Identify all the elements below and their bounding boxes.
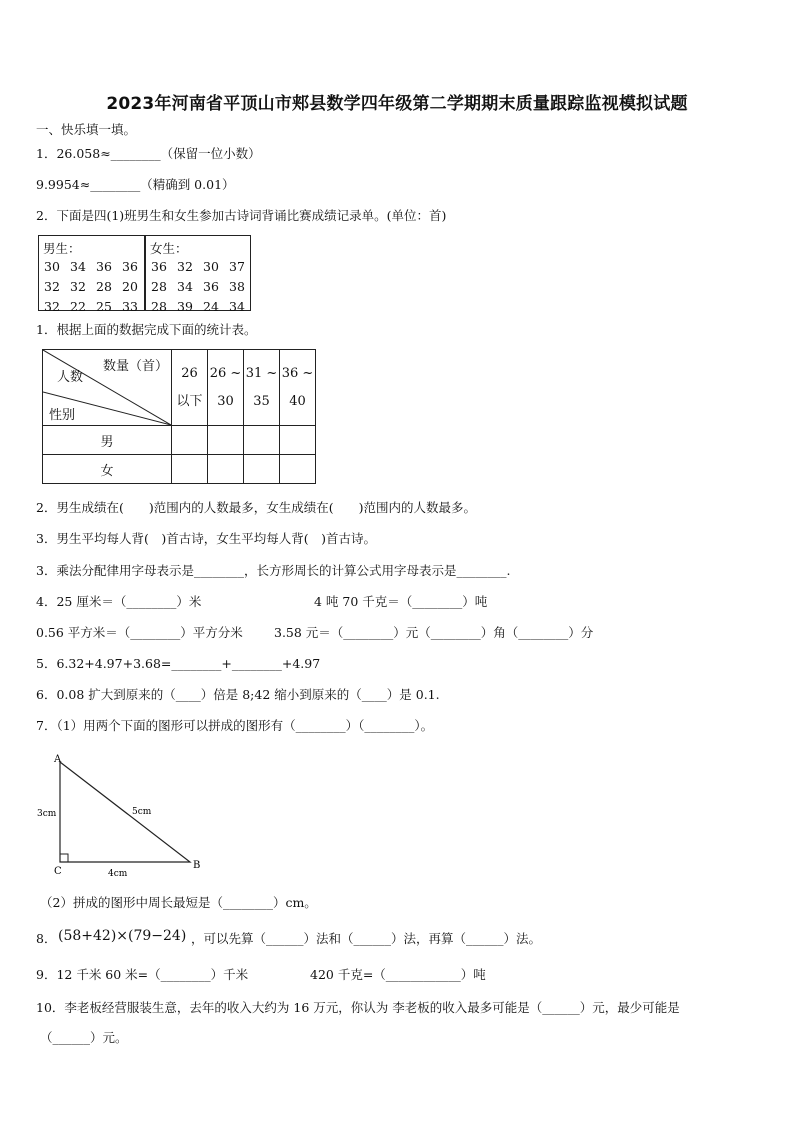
table-row xyxy=(43,426,316,455)
question-8-text: ，可以先算（______）法和（______）法，再算（______）法。 xyxy=(191,931,542,946)
corner-count-label: 人数 xyxy=(57,370,84,385)
question-9b: 420 千克=（____________）吨 xyxy=(310,967,486,982)
question-1b: 9.9954≈________（精确到 0.01） xyxy=(36,177,235,192)
column-header xyxy=(208,350,244,426)
girls-record-box xyxy=(145,235,251,314)
column-header-top: 26 ~ xyxy=(209,365,242,381)
score-value: 22 xyxy=(70,299,86,314)
vertex-a-label: A xyxy=(54,754,62,765)
right-triangle-figure xyxy=(30,750,210,880)
table-cell xyxy=(172,455,208,484)
score-value: 28 xyxy=(151,299,167,314)
table-cell xyxy=(280,426,316,455)
question-10-line1: 10．李老板经营服装生意，去年的收入大约为 16 万元，你认为 李老板的收入最多可能是（______）元，最少可能是 xyxy=(36,1000,680,1015)
question-4c: 0.56 平方米＝（________）平方分米 xyxy=(36,625,243,640)
boys-scores xyxy=(39,257,143,317)
question-2: 2．下面是四(1)班男生和女生参加古诗词背诵比赛成绩记录单。(单位：首) xyxy=(36,208,447,223)
side-cb-label: 4cm xyxy=(108,869,128,879)
table-cell xyxy=(172,426,208,455)
question-7a: 7．（1）用两个下面的图形可以拼成的图形有（________）（________）。 xyxy=(36,718,434,733)
column-header-bottom: 35 xyxy=(253,393,270,409)
table-cell xyxy=(208,426,244,455)
score-value: 36 xyxy=(203,279,219,294)
column-header-top: 26 xyxy=(181,365,198,381)
score-value: 25 xyxy=(96,299,112,314)
score-value: 24 xyxy=(203,299,219,314)
question-4b: 4 吨 70 千克＝（________）吨 xyxy=(314,594,488,609)
table-cell xyxy=(244,455,280,484)
question-6: 6．0.08 扩大到原来的（____）倍是 8;42 缩小到原来的（____）是 0.1. xyxy=(36,687,440,702)
page-title: 2023年河南省平顶山市郏县数学四年级第二学期期末质量跟踪监视模拟试题 xyxy=(106,94,688,114)
question-10-line2: （______）元。 xyxy=(40,1030,128,1045)
question-2-3: 3．男生平均每人背( )首古诗，女生平均每人背( )首古诗。 xyxy=(36,531,376,546)
score-value: 39 xyxy=(177,299,193,314)
question-2-1: 1．根据上面的数据完成下面的统计表。 xyxy=(36,322,257,337)
corner-gender-label: 性别 xyxy=(49,408,76,423)
score-value: 32 xyxy=(44,279,60,294)
score-value: 36 xyxy=(96,259,112,274)
score-value: 32 xyxy=(177,259,193,274)
triangle-shape xyxy=(60,762,190,862)
score-value: 36 xyxy=(122,259,138,274)
column-header-top: 31 ~ xyxy=(245,365,278,381)
score-value: 32 xyxy=(70,279,86,294)
question-8-number: 8． xyxy=(36,931,57,946)
column-header-bottom: 40 xyxy=(289,393,306,409)
column-header-bottom: 30 xyxy=(217,393,234,409)
score-value: 36 xyxy=(151,259,167,274)
question-2-2: 2．男生成绩在( )范围内的人数最多，女生成绩在( )范围内的人数最多。 xyxy=(36,500,476,515)
score-value: 30 xyxy=(44,259,60,274)
vertex-c-label: C xyxy=(54,866,62,877)
score-value: 37 xyxy=(229,259,245,274)
statistics-table xyxy=(42,349,316,484)
question-5: 5．6.32+4.97+3.68=________+________+4.97 xyxy=(36,656,321,671)
score-value: 28 xyxy=(96,279,112,294)
score-value: 32 xyxy=(44,299,60,314)
girls-scores xyxy=(146,257,250,317)
side-ab-label: 5cm xyxy=(132,807,152,817)
column-header-bottom: 以下 xyxy=(176,393,203,409)
boys-record-box xyxy=(38,235,145,314)
question-3: 3．乘法分配律用字母表示是________，长方形周长的计算公式用字母表示是________. xyxy=(36,563,511,578)
score-value: 34 xyxy=(177,279,193,294)
table-cell xyxy=(280,455,316,484)
table-cell xyxy=(244,426,280,455)
corner-quantity-label: 数量（首） xyxy=(103,359,169,374)
score-value: 34 xyxy=(70,259,86,274)
table-corner-header xyxy=(43,350,172,426)
question-4a: 4．25 厘米＝（________）米 xyxy=(36,594,202,609)
question-8-expression: (58+42)×(79−24) xyxy=(58,928,187,944)
question-1a: 1．26.058≈________（保留一位小数） xyxy=(36,146,261,161)
column-header-top: 36 ~ xyxy=(281,365,314,381)
score-value: 20 xyxy=(122,279,138,294)
question-7b: （2）拼成的图形中周长最短是（________）cm。 xyxy=(40,895,317,910)
column-header xyxy=(244,350,280,426)
score-value: 38 xyxy=(229,279,245,294)
girls-label: 女生： xyxy=(150,241,188,256)
score-value: 33 xyxy=(122,299,138,314)
section-heading: 一、快乐填一填。 xyxy=(36,122,137,137)
question-9a: 9．12 千米 60 米=（________）千米 xyxy=(36,967,249,982)
right-angle-marker xyxy=(60,854,68,862)
row-label-girls: 女 xyxy=(43,455,172,484)
side-ac-label: 3cm xyxy=(37,809,57,819)
score-value: 30 xyxy=(203,259,219,274)
question-4d: 3.58 元＝（________）元（________）角（________）分 xyxy=(274,625,594,640)
boys-label: 男生： xyxy=(43,241,81,256)
table-cell xyxy=(208,455,244,484)
score-value: 34 xyxy=(229,299,245,314)
column-header xyxy=(172,350,208,426)
table-row xyxy=(43,455,316,484)
score-value: 28 xyxy=(151,279,167,294)
column-header xyxy=(280,350,316,426)
row-label-boys: 男 xyxy=(43,426,172,455)
vertex-b-label: B xyxy=(193,860,201,871)
